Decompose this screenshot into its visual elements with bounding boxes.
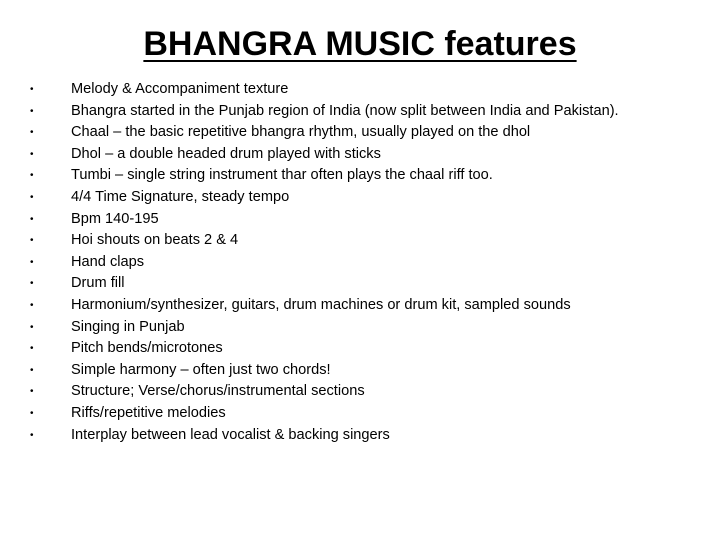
bullet-item [30,338,690,360]
bullet-icon: • [30,299,34,311]
bullet-text: Singing in Punjab [71,318,185,335]
slide-title: BHANGRA MUSIC features [143,25,577,63]
bullet-item [30,122,690,144]
bullet-text: Bpm 140-195 [71,210,159,227]
bullet-item [30,295,690,317]
bullet-icon: • [30,191,34,203]
bullet-text: Tumbi – single string instrument thar often plays the chaal riff too. [71,167,493,184]
bullet-icon: • [30,105,34,117]
bullet-item [30,317,690,339]
bullet-icon: • [30,213,34,225]
bullet-text: Drum fill [71,275,125,292]
bullet-icon: • [30,386,34,398]
bullet-text: Riffs/repetitive melodies [71,404,226,421]
bullet-text: Hoi shouts on beats 2 & 4 [71,232,239,249]
bullet-icon: • [30,278,34,290]
bullet-text: Chaal – the basic repetitive bhangra rhythm, usually played on the dhol [71,124,531,141]
bullet-icon: • [30,170,34,182]
bullet-icon: • [30,256,34,268]
bullet-item [30,273,690,295]
bullet-icon: • [30,343,34,355]
bullet-item [30,101,690,123]
bullet-item [30,403,690,425]
bullet-item [30,144,690,166]
bullet-icon: • [30,364,34,376]
bullet-icon: • [30,429,34,441]
bullet-icon: • [30,321,34,333]
bullet-text: Pitch bends/microtones [71,340,223,357]
bullet-icon: • [30,84,34,95]
bullet-text: Dhol – a double headed drum played with sticks [71,145,381,162]
bullet-icon: • [30,407,34,419]
bullet-icon: • [30,127,34,139]
bullet-item [30,230,690,252]
bullet-list [30,79,690,446]
bullet-text: Simple harmony – often just two chords! [71,361,331,378]
bullet-item [30,187,690,209]
bullet-text: Structure; Verse/chorus/instrumental sections [71,383,365,400]
bullet-item [30,425,690,447]
bullet-item [30,381,690,403]
bullet-text: Interplay between lead vocalist & backing singers [71,426,390,443]
bullet-text: Bhangra started in the Punjab region of India (now split between India and Pakistan). [71,102,619,119]
bullet-item [30,79,690,101]
bullet-item [30,165,690,187]
bullet-item [30,252,690,274]
bullet-text: Melody & Accompaniment texture [71,81,289,97]
bullet-text: 4/4 Time Signature, steady tempo [71,188,290,205]
bullet-text: Harmonium/synthesizer, guitars, drum machines or drum kit, sampled sounds [71,296,571,313]
bullet-item [30,209,690,231]
bullet-text: Hand claps [71,253,145,270]
bullet-item [30,360,690,382]
bullet-icon: • [30,148,34,160]
bullet-icon: • [30,235,34,247]
